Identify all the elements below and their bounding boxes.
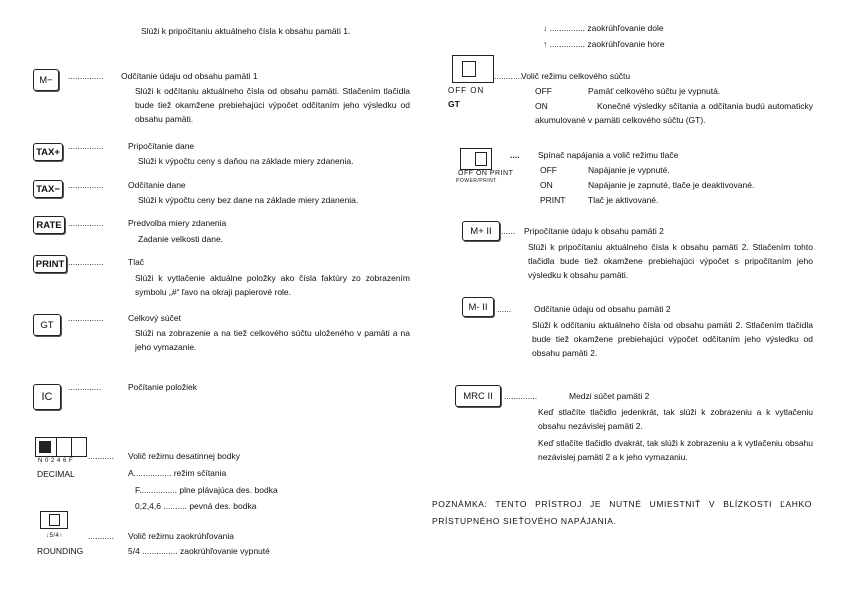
m-minus-desc: Slúži k odčítaniu aktuálneho čísla od obsahu pamäti. Stlačením tlačidla bude tiež okamžene prebiehajúci výpočet odčítaním jeho výsledku od obsahu pamäti. — [135, 86, 410, 124]
intro-line: Slúži k pripočítaniu aktuálneho čísla k obsahu pamäti 1. — [141, 26, 351, 36]
arrow-down-text: ............... zaokrúhľovanie dole — [549, 23, 664, 33]
gt-switch-title: Volič režimu celkového súčtu — [521, 71, 631, 81]
power-title: Spínač napájania a volič režimu tlače — [538, 150, 679, 160]
decimal-title: Volič režimu desatinnej bodky — [128, 451, 240, 461]
power-row-desc: Napájanie je vypnuté. — [588, 165, 670, 175]
tax-minus-desc: Slúži k výpočtu ceny bez dane na základe miery zdanenia. — [138, 195, 359, 205]
arrow-down-row — [543, 23, 664, 34]
power-switch-knob — [475, 152, 487, 166]
print-title: Tlač — [128, 257, 145, 267]
print-key: PRINT — [33, 255, 67, 273]
rate-key: RATE — [33, 216, 65, 234]
gt-switch-knob — [462, 61, 476, 77]
rounding-title: Volič režimu zaokrúhľovania — [128, 531, 234, 541]
arrow-up-row — [543, 39, 665, 50]
rate-desc: Zadanie velkosti dane. — [138, 234, 224, 244]
note: POZNÁMKA: TENTO PRÍSTROJ JE NUTNÉ UMIESTNIŤ V BLÍZKOSTI ĽAHKO PRÍSTUPNÉHO SIEŤOVÉHO NAPÁJANIA. — [432, 499, 812, 526]
power-dots: .... — [510, 150, 520, 160]
decimal-switch-divider — [71, 438, 72, 456]
rounding-scale: ↓5/4↑ — [46, 533, 63, 539]
m-plus-2-title: Pripočítanie údaju k obsahu pamäti 2 — [524, 226, 664, 236]
m-plus-2-dots: ...... — [501, 226, 516, 236]
decimal-switch — [35, 437, 87, 457]
power-row-key: ON — [540, 180, 553, 190]
tax-plus-key: TAX+ — [33, 143, 63, 161]
power-row-desc: Tlač je aktivované. — [588, 195, 659, 205]
print-desc: Slúži k vytlačenie aktuálne položky ako čísla faktúry zo zobrazením symbolu „#“ ľavo na okraji papierové role. — [135, 273, 410, 297]
m-minus-dots: ............... — [68, 71, 104, 81]
decimal-n: 0,2,4,6 .......... pevná des. bodka — [135, 501, 257, 511]
m-minus-title: Odčítanie údaju od obsahu pamäti 1 — [121, 71, 258, 81]
rate-dots: ............... — [68, 218, 104, 228]
ic-dots: .............. — [68, 382, 102, 392]
m-minus-2-desc: Slúži k odčítaniu aktuálneho čísla od obsahu pamäti 2. Stlačením tlačidla bude tiež okamžene prebiehajúci výpočet odčítaním jeho výsledku od obsahu pamäti 2. — [532, 320, 813, 358]
rounding-dots: ........... — [88, 531, 114, 541]
power-scale: OFF ON PRINT — [458, 170, 514, 177]
mrc-2-desc2: Keď stlačíte tlačidlo dvakrát, tak slúži k zobrazeniu a k vytlačeniu obsahu nezávislej pamäti 2 a k jeho vymazaniu. — [538, 438, 813, 462]
arrow-up-icon: ↑ — [543, 39, 548, 49]
m-minus-2-title: Odčítanie údaju od obsahu pamäti 2 — [534, 304, 671, 314]
gt-desc: Slúži na zobrazenie a na tiež celkového súčtu uloženého v pamäti a na jeho vymazanie. — [135, 328, 410, 352]
tax-minus-dots: ............... — [68, 180, 104, 190]
rounding-switch-knob — [49, 514, 60, 526]
mrc-2-title: Medzi súčet pamäti 2 — [569, 391, 650, 401]
gt-switch-label: GT — [448, 99, 460, 109]
decimal-label: DECIMAL — [37, 469, 75, 479]
m-minus-2-key: M- II — [462, 297, 494, 317]
tax-plus-title: Pripočítanie dane — [128, 141, 195, 151]
gt-off-desc: Pamäť celkového súčtu je vypnutá. — [588, 86, 721, 96]
rounding-label: ROUNDING — [37, 546, 84, 556]
power-row-key: OFF — [540, 165, 557, 175]
power-switch — [460, 148, 492, 170]
m-minus-key: M− — [33, 69, 59, 91]
decimal-scale: N 0 2 4 6 F — [38, 458, 74, 464]
power-row-desc: Napájanie je zapnuté, tlače je deaktivované. — [588, 180, 755, 190]
mrc-2-key: MRC II — [455, 385, 501, 407]
gt-key: GT — [33, 314, 61, 336]
tax-plus-desc: Slúži k výpočtu ceny s daňou na základe miery zdanenia. — [138, 156, 354, 166]
tax-minus-title: Odčítanie dane — [128, 180, 186, 190]
gt-dots: ............... — [68, 313, 104, 323]
power-sub: POWER/PRINT — [456, 178, 497, 184]
power-row-key: PRINT — [540, 195, 566, 205]
arrow-down-icon: ↓ — [543, 23, 548, 33]
decimal-dots: ........... — [88, 451, 114, 461]
m-plus-2-key: M+ II — [462, 221, 500, 241]
m-minus-2-dots: ...... — [497, 304, 512, 314]
gt-title: Celkový súčet — [128, 313, 181, 323]
decimal-switch-divider — [56, 438, 57, 456]
rate-title: Predvolba miery zdanenia — [128, 218, 227, 228]
gt-off-key: OFF — [535, 86, 552, 96]
mrc-2-dots: .............. — [504, 391, 538, 401]
arrow-up-text: ............... zaokrúhľovanie hore — [549, 39, 665, 49]
decimal-switch-knob — [39, 441, 51, 453]
decimal-f: F................ plne plávajúca des. bodka — [135, 485, 278, 495]
gt-switch-scale: OFF ON — [448, 86, 485, 95]
gt-on-desc-text: Konečné výsledky sčítania a odčítania budú automaticky akumulované v pamäti celkového súčtu (GT). — [535, 101, 813, 125]
gt-switch — [452, 55, 494, 83]
gt-on-desc — [535, 99, 813, 127]
rounding-switch — [40, 511, 68, 529]
gt-on-key: ON — [535, 101, 548, 111]
mrc-2-desc1: Keď stlačíte tlačidlo jedenkrát, tak slúži k zobrazeniu a k vytlačeniu obsahu nezávislej pamäti 2. — [538, 407, 813, 431]
tax-minus-key: TAX− — [33, 180, 63, 198]
gt-switch-dots: ............ — [494, 71, 523, 81]
m-plus-2-desc: Slúži k pripočítaniu aktuálneho čísla k obsahu pamäti 2. Stlačením tohto tlačidla bude tiež okamžene prebiehajúci výpočet s pripočítaním jeho výsledku k obsahu pamäti. — [528, 242, 813, 280]
ic-title: Počítanie položiek — [128, 382, 197, 392]
rounding-line: 5/4 ............... zaokrúhľovanie vypnuté — [128, 546, 270, 556]
decimal-a: A................ režim sčítania — [128, 468, 227, 478]
print-dots: ............... — [68, 257, 104, 267]
tax-plus-dots: ............... — [68, 141, 104, 151]
ic-key: IC — [33, 384, 61, 410]
